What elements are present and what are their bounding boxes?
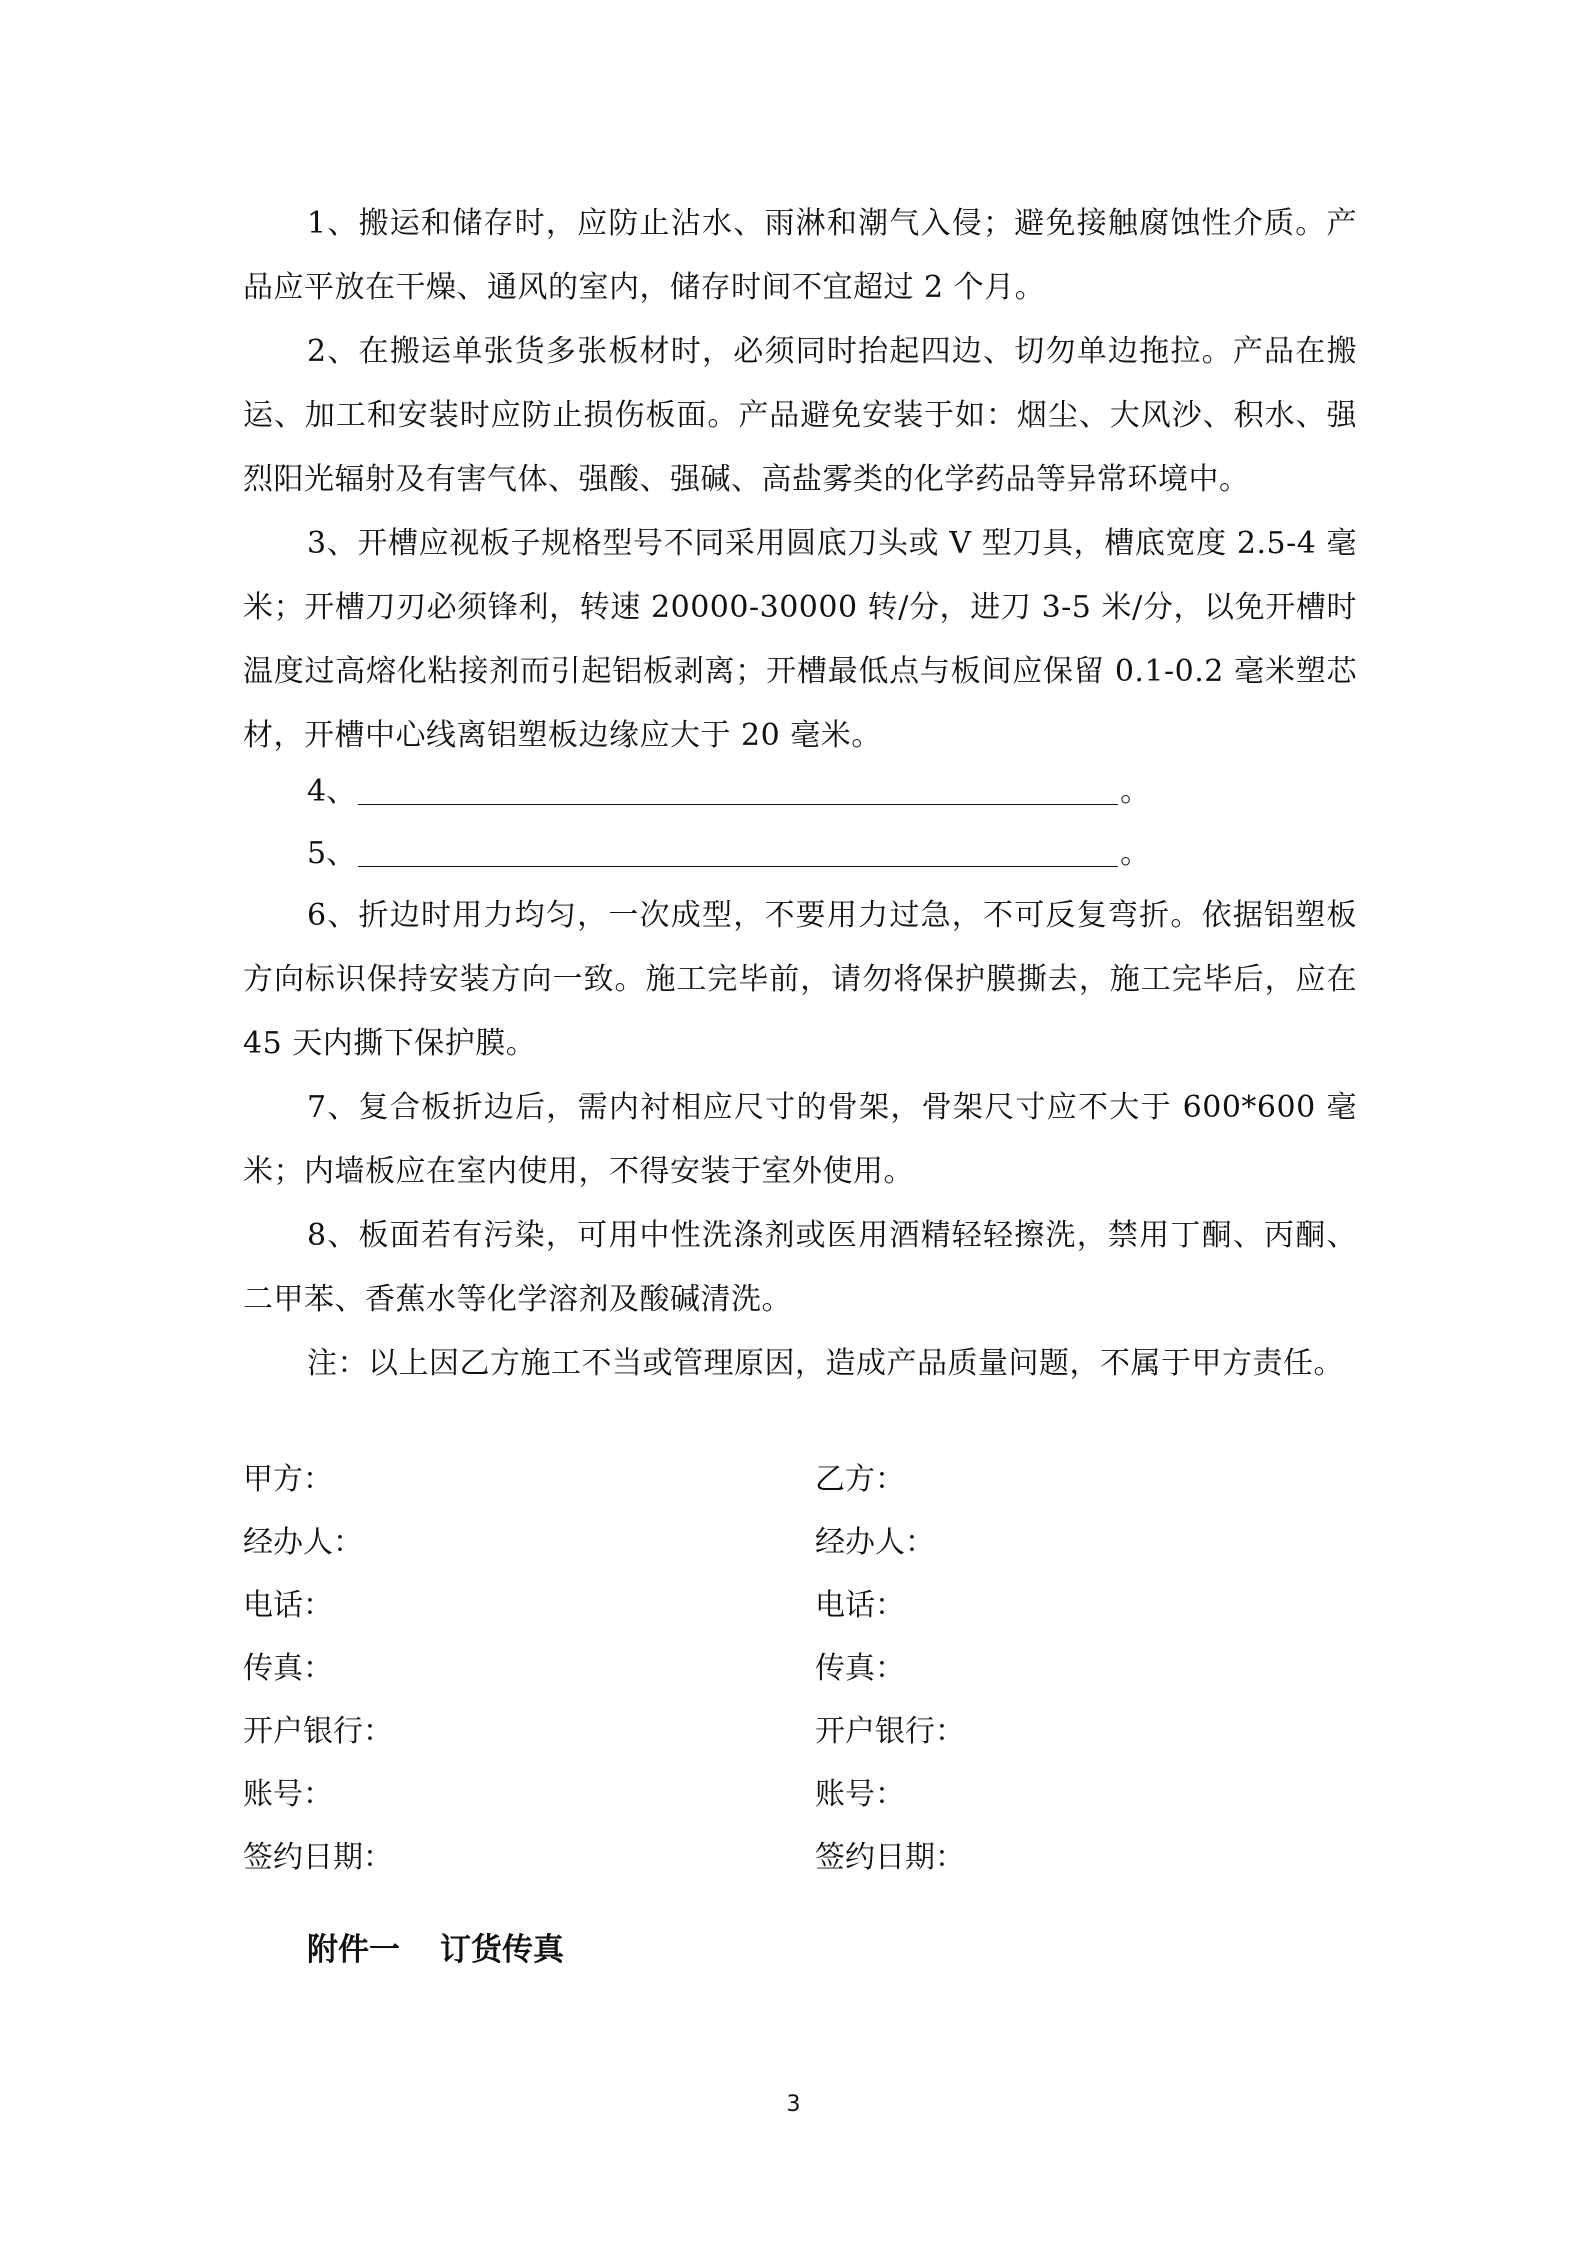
- attachment-label: 附件一: [307, 1932, 400, 1968]
- clause-1: 1、搬运和储存时，应防止沾水、雨淋和潮气入侵；避免接触腐蚀性介质。产品应平放在干燥、通风的室内，储存时间不宜超过 2 个月。: [243, 206, 1357, 305]
- clause-4-blank: [307, 760, 1150, 824]
- clause-2: 2、在搬运单张货多张板材时，必须同时抬起四边、切勿单边拖拉。产品在搬运、加工和安装时应防止损伤板面。产品避免安装于如：烟尘、大风沙、积水、强烈阳光辐射及有害气体、强酸、强碱、高盐雾类的化学药品等异常环境中。: [243, 334, 1357, 497]
- party-b-fax: 传真：: [815, 1651, 905, 1686]
- party-b-label: 乙方：: [815, 1462, 905, 1497]
- clause-7: 7、复合板折边后，需内衬相应尺寸的骨架，骨架尺寸应不大于 600*600 毫米；内墙板应在室内使用，不得安装于室外使用。: [243, 1090, 1357, 1189]
- party-a-account: 账号：: [243, 1777, 333, 1812]
- clause-6: 6、折边时用力均匀，一次成型，不要用力过急，不可反复弯折。依据铝塑板方向标识保持安装方向一致。施工完毕前，请勿将保护膜撕去，施工完毕后，应在 45 天内撕下保护膜。: [243, 898, 1357, 1061]
- page-number: 3: [786, 2092, 801, 2117]
- clause-5-end: 。: [1120, 836, 1151, 871]
- party-b-bank: 开户银行：: [815, 1714, 965, 1749]
- party-a-date: 签约日期：: [243, 1840, 393, 1875]
- party-a-label: 甲方：: [243, 1462, 333, 1497]
- clause-4-fill-line: [358, 770, 1118, 805]
- note: 注：以上因乙方施工不当或管理原因，造成产品质量问题，不属于甲方责任。: [307, 1346, 1344, 1381]
- attachment-title: 订货传真: [440, 1932, 564, 1968]
- party-b-agent: 经办人：: [815, 1525, 935, 1560]
- party-a-phone: 电话：: [243, 1588, 333, 1623]
- clause-5-fill-line: [358, 832, 1118, 867]
- party-a-bank: 开户银行：: [243, 1714, 393, 1749]
- attachment-heading: [307, 1930, 564, 1970]
- party-a-fax: 传真：: [243, 1651, 333, 1686]
- clause-5-number: 5、: [307, 836, 357, 871]
- party-b-account: 账号：: [815, 1777, 905, 1812]
- clause-3: 3、开槽应视板子规格型号不同采用圆底刀头或 V 型刀具，槽底宽度 2.5-4 毫米；开槽刀刃必须锋利，转速 20000-30000 转/分，进刀 3-5 米/分，以免开槽时温度过高熔化粘接剂而引起铝板剥离；开槽最低点与板间应保留 0.1-0.2 毫米塑芯材，开槽中心线离铝塑板边缘应大于 20 毫米。: [243, 526, 1357, 753]
- clause-5-blank: [307, 822, 1150, 886]
- party-b-date: 签约日期：: [815, 1840, 965, 1875]
- clause-8: 8、板面若有污染，可用中性洗涤剂或医用酒精轻轻擦洗，禁用丁酮、丙酮、二甲苯、香蕉水等化学溶剂及酸碱清洗。: [243, 1218, 1357, 1317]
- party-b-phone: 电话：: [815, 1588, 905, 1623]
- party-a-agent: 经办人：: [243, 1525, 363, 1560]
- clause-4-end: 。: [1120, 774, 1151, 809]
- clause-4-number: 4、: [307, 774, 357, 809]
